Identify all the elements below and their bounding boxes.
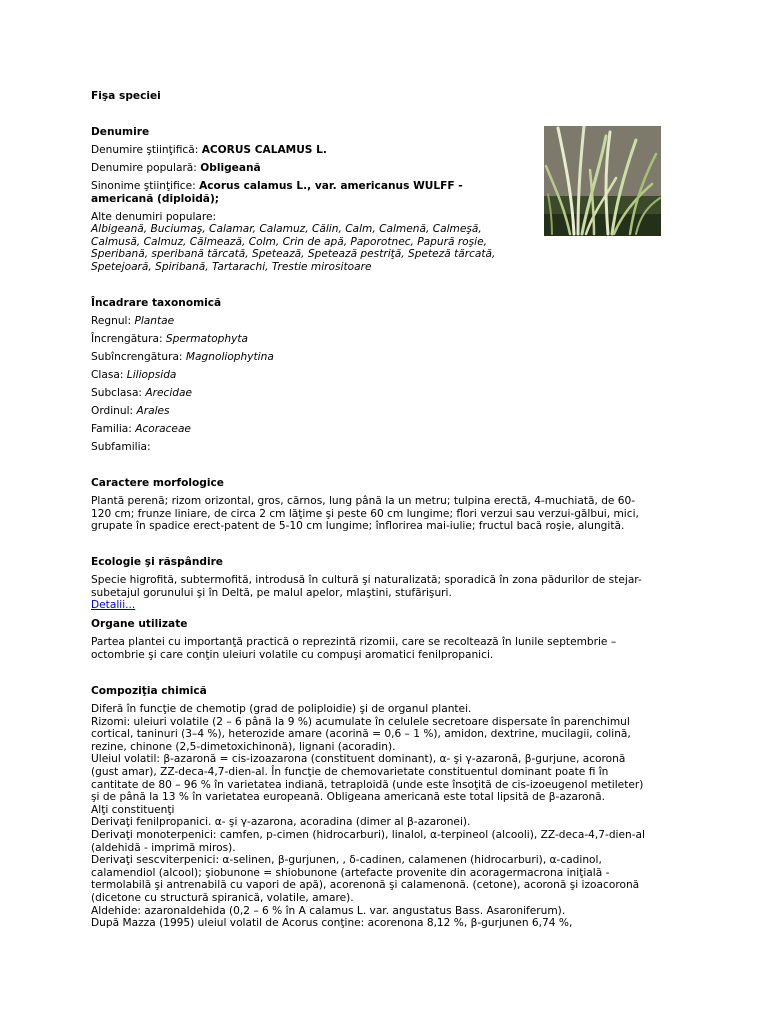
taxonomy-row — [91, 333, 671, 346]
popular-name-value: Obligeană — [200, 162, 261, 174]
synonyms-value-2: americană (diploidă); — [91, 193, 220, 205]
organs-text — [91, 636, 671, 661]
chemistry-line: Derivaţi fenilpropanici. α- şi γ-azarona, acoradina (dimer al β-azaronei). — [91, 816, 471, 829]
popular-name-label: Denumire populară: — [91, 162, 197, 174]
taxonomy-label: Încrengătura: — [91, 333, 163, 345]
chemistry-line: Diferă în funcţie de chemotip (grad de poliploidie) şi de organul plantei. — [91, 703, 472, 715]
popular-name-row — [91, 162, 671, 175]
morphology-line: grupate în spadice erect-patent de 5-10 cm lungime; înflorirea mai-iulie; fructul bacă roşie, alungită. — [91, 520, 625, 533]
section-heading-organs: Organe utilizate — [91, 618, 188, 630]
taxonomy-row — [91, 405, 671, 418]
chemistry-line: După Mazza (1995) uleiul volatil de Acorus conţine: acorenona 8,12 %, β-gurjunen 6,74 %, — [91, 917, 573, 930]
taxonomy-row — [91, 423, 671, 436]
taxonomy-label: Ordinul: — [91, 405, 134, 417]
scientific-name-label: Denumire ştiinţifică: — [91, 144, 199, 156]
taxonomy-row — [91, 441, 671, 454]
chemistry-line: termolabilă şi antrenabilă cu vapori de apă), acorenonă şi calamenonă. (cetone), acoronă şi izoacoronă — [91, 879, 640, 892]
taxonomy-value: Spermatophyta — [165, 333, 249, 345]
taxonomy-label: Subfamilia: — [91, 441, 151, 453]
synonyms-row — [91, 180, 671, 193]
organs-line: Partea plantei cu importanţă practică o reprezintă rizomii, care se recoltează în lunile septembrie – — [91, 636, 617, 648]
taxonomy-value: Plantae — [134, 315, 175, 327]
scientific-name-row — [91, 144, 671, 157]
section-heading-chemistry: Compoziţia chimică — [91, 685, 207, 697]
page-title: Fişa speciei — [91, 90, 161, 102]
chemistry-line: (gust amar), ZZ-deca-4,7-dien-al. În funcţie de chemovarietate constituentul dominant poate fi în — [91, 765, 609, 778]
other-names-line: Albigeană, Buciumaş, Calamar, Calamuz, Călin, Calm, Calmenă, Calmeşă, — [91, 223, 482, 235]
section-heading-denumire: Denumire — [91, 126, 150, 138]
other-names-label: Alte denumiri populare: — [91, 211, 217, 223]
section-heading-ecology: Ecologie şi răspândire — [91, 556, 223, 568]
chemistry-line: Alţi constituenţi — [91, 803, 175, 816]
taxonomy-label: Regnul: — [91, 315, 132, 327]
ecology-line: subetajul gorunului şi în Deltă, pe malul apelor, mlaştini, stufărişuri. — [91, 586, 452, 599]
taxonomy-row — [91, 351, 671, 364]
taxonomy-row — [91, 387, 671, 400]
other-names-line: Speribană, speribană tărcată, Spetează, Spetează pestriţă, Speteză tărcată, — [91, 248, 496, 261]
other-names-line: Calmusă, Calmuz, Călmează, Colm, Crin de apă, Paporotnec, Papură roşie, — [91, 235, 488, 248]
chemistry-line: Uleiul volatil: β-azaronă = cis-izoazarona (constituent dominant), α- şi γ-azaronă, β-gurjune, acoronă — [91, 753, 626, 766]
ecology-line: Specie higrofită, subtermofită, introdusă în cultură şi naturalizată; sporadică în zona pădurilor de stejar- — [91, 574, 642, 586]
morphology-text — [91, 495, 671, 533]
section-heading-taxonomy: Încadrare taxonomică — [91, 297, 222, 309]
section-heading-morphology: Caractere morfologice — [91, 477, 224, 489]
morphology-line: Plantă perenă; rizom orizontal, gros, cărnos, lung până la un metru; tulpina erectă, 4-muchiată, de 60- — [91, 495, 636, 507]
chemistry-line: Derivaţi monoterpenici: camfen, p-cimen (hidrocarburi), linalol, α-terpineol (alcooli), ZZ-deca-4,7-dien-al — [91, 828, 645, 841]
taxonomy-row — [91, 315, 671, 328]
chemistry-line: (dicetone cu structură spiranică, volatile, amare). — [91, 891, 354, 904]
taxonomy-value: Liliopsida — [126, 369, 177, 381]
chemistry-line: rezine, chinone (2,5-dimetoxichinonă), lignani (acoradin). — [91, 740, 396, 753]
chemistry-line: Rizomi: uleiuri volatile (2 – 6 până la 9 %) acumulate în celulele secretoare dispersate în parenchimul — [91, 715, 630, 728]
synonyms-label: Sinonime ştiinţifice: — [91, 180, 196, 192]
synonyms-value-1: Acorus calamus L., var. americanus WULFF - — [199, 180, 463, 192]
chemistry-line: Aldehide: azaronaldehida (0,2 – 6 % în A calamus L. var. angustatus Bass. Asaroniferum). — [91, 904, 566, 917]
taxonomy-row — [91, 369, 671, 382]
taxonomy-label: Clasa: — [91, 369, 124, 381]
chemistry-line: Derivaţi sescviterpenici: α-selinen, β-gurjunen, , δ-cadinen, calamenen (hidrocarburi), α-cadinol, — [91, 854, 602, 867]
other-names-line: Spetejoară, Spiribană, Tartarachi, Trestie mirositoare — [91, 260, 372, 273]
chemistry-text — [91, 703, 671, 930]
organs-line: octombrie şi care conţin uleiuri volatile cu compuşi aromatici fenilpropanici. — [91, 648, 494, 661]
synonyms-row-2 — [91, 193, 671, 206]
taxonomy-label: Familia: — [91, 423, 132, 435]
scientific-name-value: ACORUS CALAMUS L. — [201, 144, 327, 156]
details-link[interactable]: Detalii... — [91, 599, 136, 612]
chemistry-line: cantitate de 80 – 96 % în varietatea indiană, tetraploidă (unde este însoţită de cis-izoeugenol metileter) — [91, 778, 644, 791]
ecology-text — [91, 574, 671, 612]
taxonomy-value: Arales — [136, 405, 170, 417]
chemistry-line: şi de până la 13 % în varietatea europeană. Obligeana americană este total lipsită de β-azaronă. — [91, 791, 606, 804]
taxonomy-value: Arecidae — [145, 387, 193, 399]
chemistry-line: (aldehidă - imprimă miros). — [91, 841, 236, 854]
taxonomy-label: Subîncrengătura: — [91, 351, 183, 363]
taxonomy-label: Subclasa: — [91, 387, 143, 399]
chemistry-line: calamendiol (alcool); şiobunone = shiobunone (artefacte provenite din acoragermacrona iniţială - — [91, 866, 610, 879]
other-names-list — [91, 223, 671, 273]
taxonomy-value: Magnoliophytina — [185, 351, 274, 363]
morphology-line: 120 cm; frunze liniare, de circa 2 cm lăţime şi peste 60 cm lungime; flori verzui sau verzui-gălbui, mici, — [91, 507, 639, 520]
taxonomy-value: Acoraceae — [135, 423, 191, 435]
chemistry-line: cortical, taninuri (3–4 %), heterozide amare (acorină = 0,6 – 1 %), amidon, dextrine, mucilagii, colină, — [91, 728, 631, 741]
